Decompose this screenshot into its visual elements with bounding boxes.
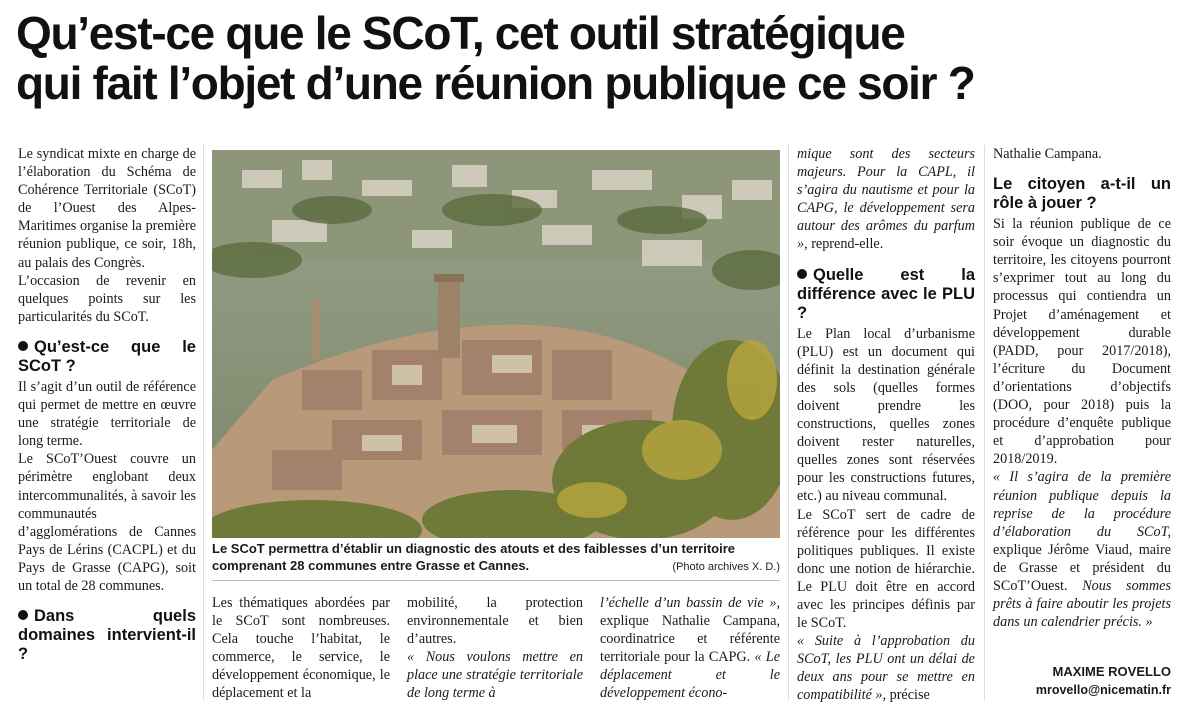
attribution: explique Jérôme Viaud, maire de Grasse et président du SCoT’Ouest. [993, 541, 1171, 594]
bullet-icon [18, 341, 28, 351]
quote: « Nous voulons mettre en place une stratégie territoriale de long terme à [407, 649, 583, 702]
subheading-citizen [993, 175, 1171, 213]
subheading-text: Dans quels domaines intervient-il ? [18, 607, 196, 664]
paragraph: Si la réunion publique de ce soir évoque un diagnostic du territoire, les citoyens pourront s’exprimer tout au long du processus qui contiendra un Projet d’aménagement et développement durable (PADD, pour 2017/2018), l’écriture du Document d’orientations d’objectifs (DOO, pour 2018) puis la procédure d’enquête publique et d’approbation pour 2018/2019. [993, 216, 1171, 468]
intro-paragraph: Le syndicat mixte en charge de l’élaboration du Schéma de Cohérence Territoriale (SCoT) de l’Ouest des Alpes-Maritimes organise la première réunion publique, ce soir, 18h, au palais des Congrès. [18, 146, 196, 271]
quote: mique sont des secteurs majeurs. Pour la CAPL, il s’agira du nautisme et pour la CAPG, le développement sera autour des arômes du parfum » [797, 146, 975, 253]
quote: « Le déplacement et le développement écono- [600, 649, 780, 702]
attribution: , reprend-elle. [804, 236, 884, 253]
attribution: , explique Nathalie Campana, coordinatrice et référente territoriale pour la CAPG. [600, 595, 780, 666]
paragraph: Le SCoT sert de cadre de référence pour les différentes politiques publiques. Il existe donc une notion de hiérarchie. Le PLU doit être en accord avec les principes définis par le SCoT. [797, 506, 975, 632]
photo-caption: Le SCoT permettra d’établir un diagnostic des atouts et des faiblesses d’un territoire comprenant 28 communes entre Grasse et Cannes. [212, 541, 736, 573]
column-divider [203, 145, 204, 700]
headline-line-2: qui fait l’objet d’une réunion publique ce soir ? [16, 57, 975, 109]
article-photo-grasse [212, 150, 780, 538]
caption-divider [212, 580, 780, 581]
bullet-icon [797, 269, 807, 279]
photo-credit: (Photo archives X. D.) [672, 561, 780, 573]
attribution: , précise [882, 687, 930, 704]
column-divider [788, 145, 789, 700]
paragraph: Il s’agit d’un outil de référence qui permet de mettre en œuvre une stratégie territoriale de long terme. [18, 378, 196, 450]
town-landscape-photo-icon [212, 150, 780, 538]
article-column-2c [600, 594, 780, 703]
article-column-3 [797, 145, 975, 705]
article-column-2b [407, 594, 583, 703]
author-name: MAXIME ROVELLO [1052, 664, 1171, 679]
subheading-text: Qu’est-ce que le SCoT ? [18, 337, 196, 375]
subheading-plu [797, 266, 975, 323]
quote: « Il s’agira de la première réunion publique depuis la reprise de la procédure d’élaboration du SCoT, [993, 469, 1171, 540]
quote: Nous sommes prêts à faire aboutir les projets dans un calendrier précis. » [993, 577, 1171, 631]
subheading-domains [18, 607, 196, 664]
author-byline [993, 663, 1171, 699]
bullet-icon [18, 610, 28, 620]
quote: « Suite à l’approbation du SCoT, les PLU ont un délai de deux ans pour se mettre en compatibilité » [797, 633, 975, 704]
subheading-text: Quelle est la différence avec le PLU ? [797, 265, 975, 322]
quote: l’échelle d’un bassin de vie » [600, 595, 777, 611]
subheading-what-is-scot [18, 338, 196, 376]
paragraph: mobilité, la protection environnementale et bien d’autres. [407, 595, 583, 648]
headline [16, 8, 1176, 108]
article-column-4 [993, 145, 1171, 631]
paragraph: Le SCoT’Ouest couvre un périmètre englobant deux intercommunalités, à savoir les communautés d’agglomérations de Cannes Pays de Lérins (CACPL) et du Pays de Grasse (CAPG), soit un total de 28 communes. [18, 451, 196, 594]
subheading-text: Le citoyen a-t-il un rôle à jouer ? [993, 175, 1171, 213]
column-divider [984, 145, 985, 700]
author-email[interactable]: mrovello@nicematin.fr [1035, 683, 1171, 697]
headline-line-1: Qu’est-ce que le SCoT, cet outil stratégique [16, 7, 905, 59]
paragraph: Les thématiques abordées par le SCoT sont nombreuses. Cela touche l’habitat, le commerce, le service, le développement économique, le déplacement et la [212, 595, 390, 702]
intro-paragraph-2: L’occasion de revenir en quelques points sur les particularités du SCoT. [18, 272, 196, 325]
paragraph: Nathalie Campana. [993, 146, 1102, 162]
article-column-1 [18, 145, 196, 666]
article-column-2a [212, 594, 390, 703]
paragraph: Le Plan local d’urbanisme (PLU) est un document qui définit la destination générale des sols (quelles formes doivent prendre les constructions, quelles zones doivent rester naturelles, quelles zones sont réservées pour les constructions futures, etc.) au niveau communal. [797, 325, 975, 505]
